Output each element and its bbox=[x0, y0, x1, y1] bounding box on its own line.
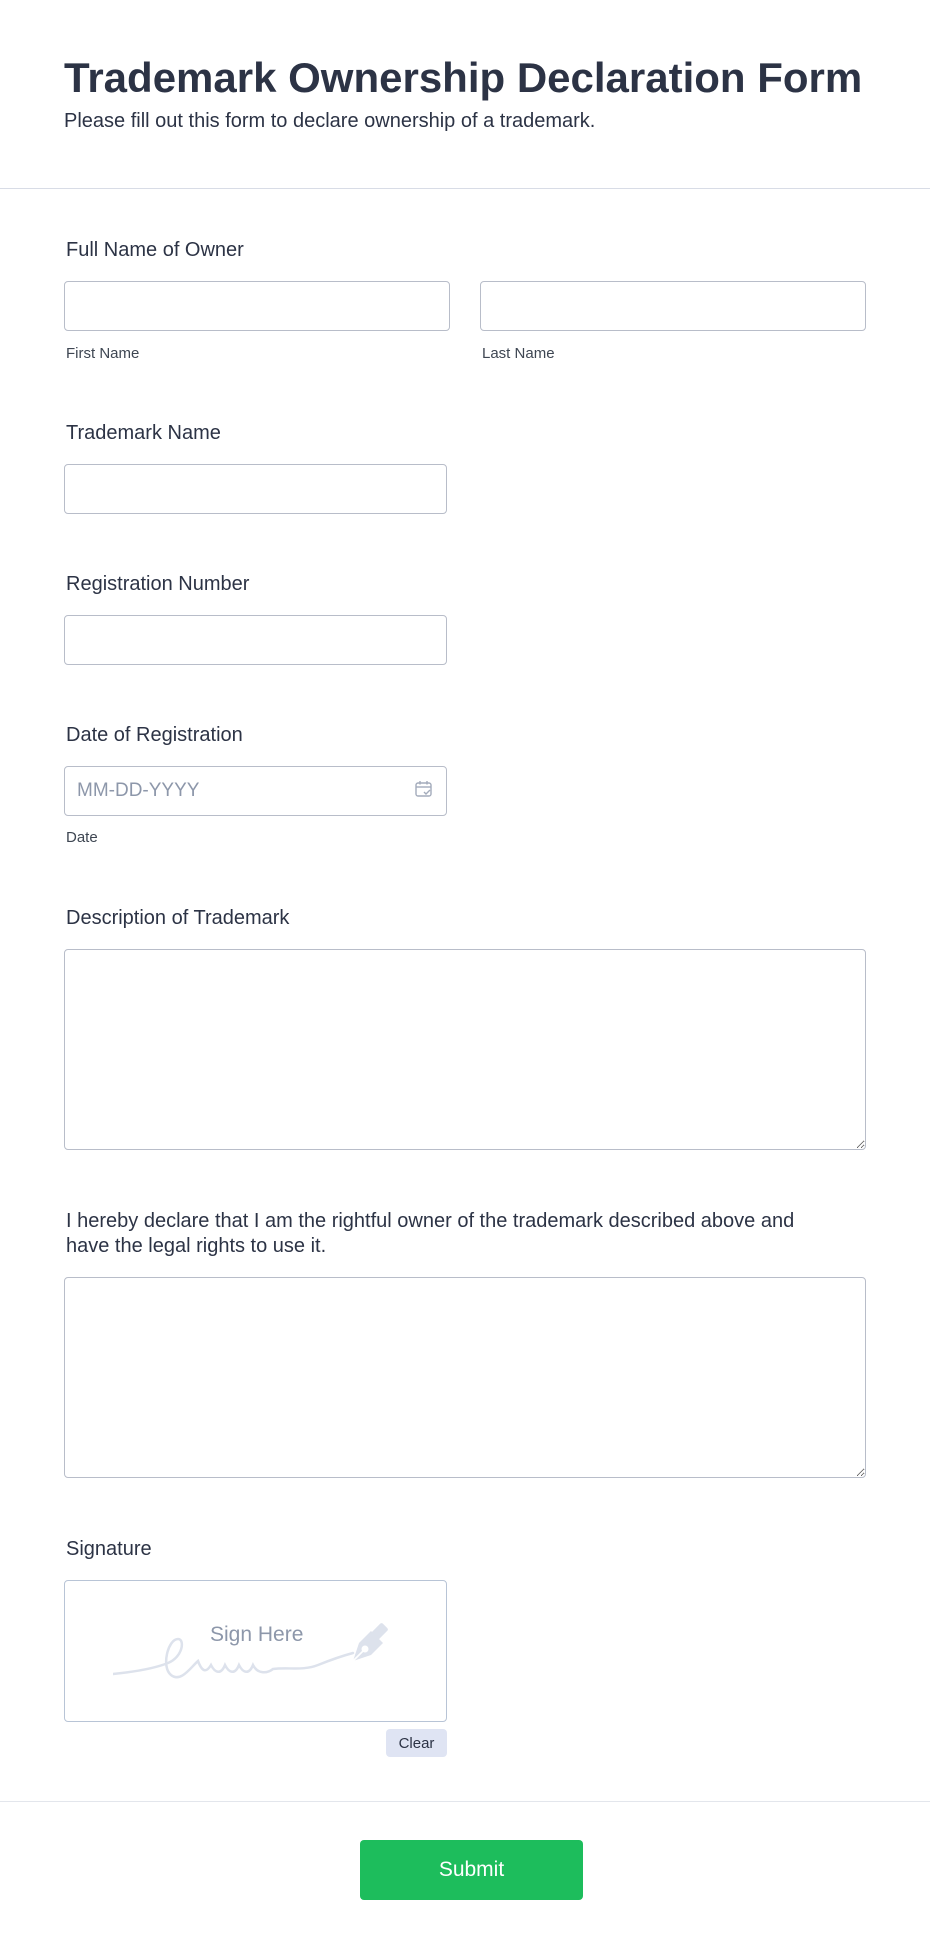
first-name-sublabel: First Name bbox=[66, 345, 140, 362]
declaration-label-line1: I hereby declare that I am the rightful owner of the trademark described above and bbox=[66, 1210, 795, 1232]
declaration-label-line2: have the legal rights to use it. bbox=[66, 1235, 327, 1257]
form-footer bbox=[0, 1801, 930, 1948]
first-name-input[interactable] bbox=[64, 281, 450, 331]
form-header bbox=[0, 0, 930, 189]
description-textarea[interactable] bbox=[64, 949, 866, 1150]
last-name-sublabel: Last Name bbox=[482, 345, 555, 362]
last-name-input[interactable] bbox=[480, 281, 866, 331]
calendar-icon[interactable] bbox=[414, 779, 434, 799]
full-name-label: Full Name of Owner bbox=[66, 239, 244, 261]
trademark-name-input[interactable] bbox=[64, 464, 447, 514]
signature-pad[interactable] bbox=[64, 1580, 447, 1722]
signature-placeholder: Sign Here bbox=[210, 1623, 304, 1646]
registration-number-label: Registration Number bbox=[66, 573, 250, 595]
pen-nib-icon bbox=[347, 1621, 393, 1667]
description-label: Description of Trademark bbox=[66, 907, 290, 929]
signature-clear-button[interactable]: Clear bbox=[386, 1729, 447, 1757]
declaration-textarea[interactable] bbox=[64, 1277, 866, 1478]
form-subtitle: Please fill out this form to declare ownership of a trademark. bbox=[64, 110, 596, 132]
form-title: Trademark Ownership Declaration Form bbox=[64, 54, 863, 101]
date-of-registration-label: Date of Registration bbox=[66, 724, 243, 746]
date-input[interactable] bbox=[64, 766, 447, 816]
signature-label: Signature bbox=[66, 1538, 152, 1560]
submit-button[interactable]: Submit bbox=[360, 1840, 583, 1900]
trademark-name-label: Trademark Name bbox=[66, 422, 221, 444]
date-sublabel: Date bbox=[66, 829, 98, 846]
registration-number-input[interactable] bbox=[64, 615, 447, 665]
